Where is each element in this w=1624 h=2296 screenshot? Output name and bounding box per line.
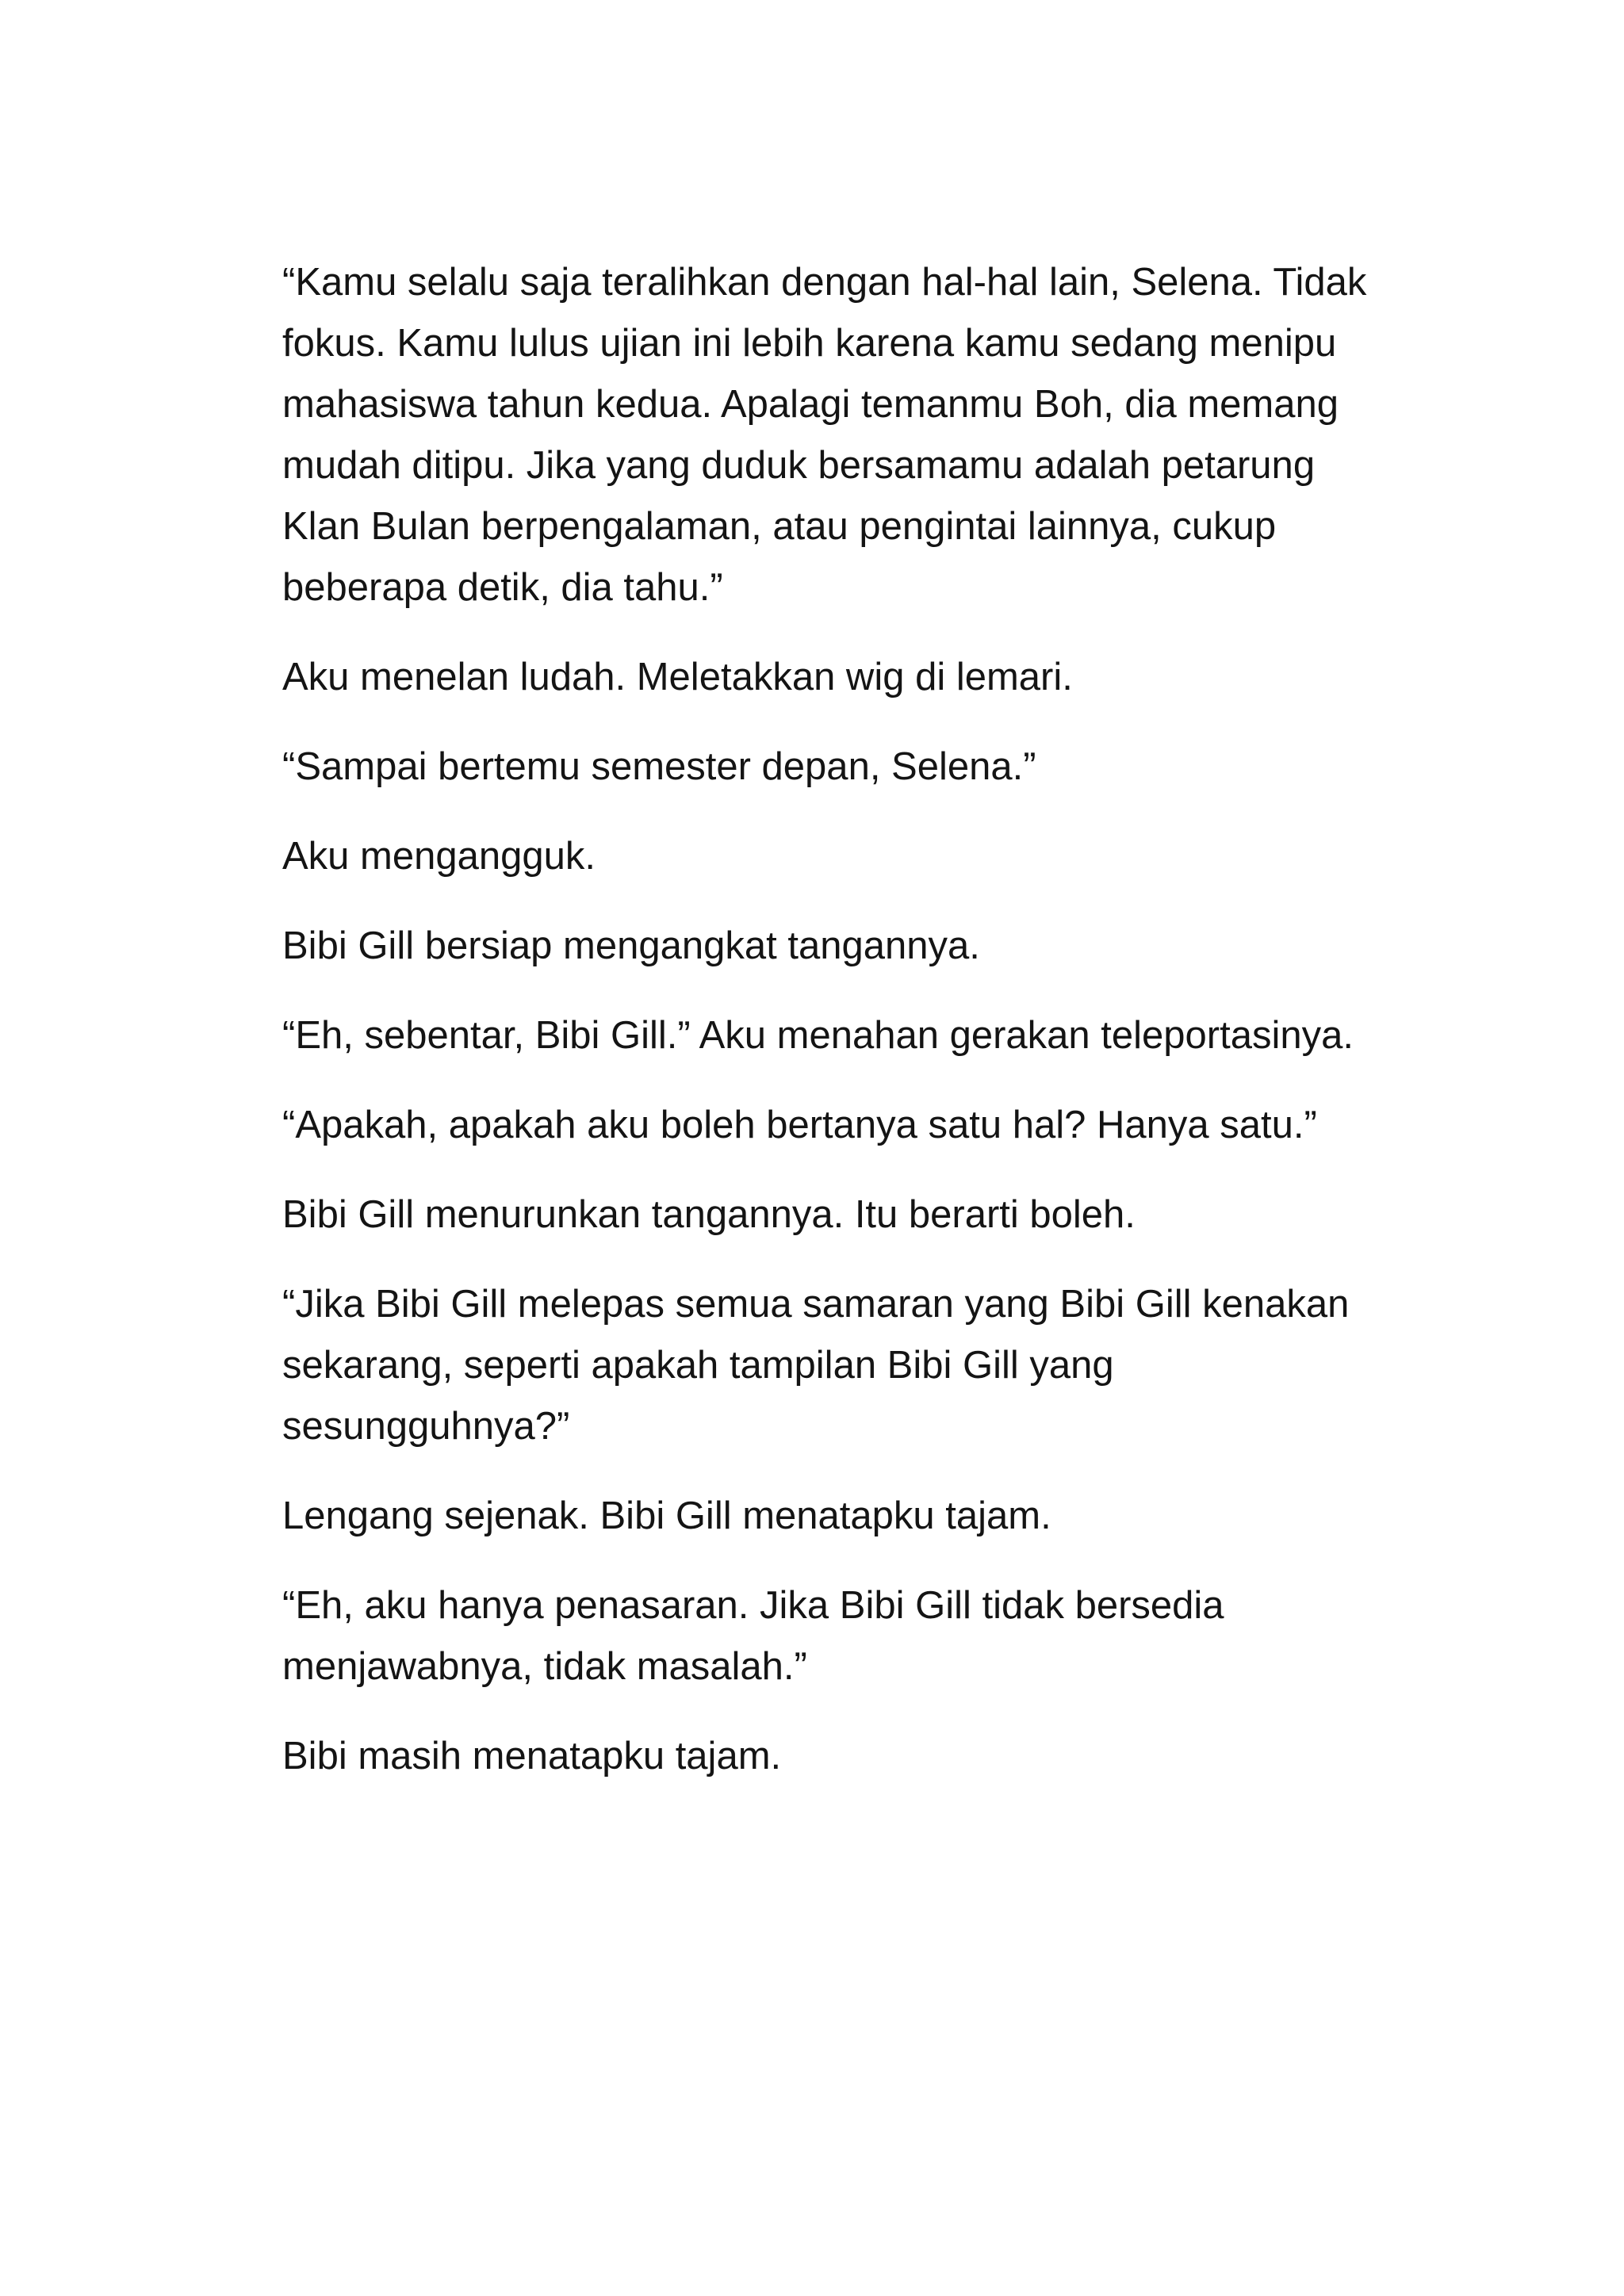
paragraph-8: Bibi Gill menurunkan tangannya. Itu berarti boleh.: [282, 1193, 1136, 1236]
paragraph-10: Lengang sejenak. Bibi Gill menatapku tajam.: [282, 1494, 1051, 1537]
paragraph-1: “Kamu selalu saja teralihkan dengan hal-hal lain, Selena. Tidak fokus. Kamu lulus ujian ini lebih karena kamu sedang menipu mahasiswa tahun kedua. Apalagi temanmu Boh, dia memang mudah ditipu. Jika yang duduk bersamamu adalah petarung Klan Bulan berpengalaman, atau pengintai lainnya, cukup beberapa detik, dia tahu.”: [282, 261, 1367, 609]
paragraph-7: “Apakah, apakah aku boleh bertanya satu hal? Hanya satu.”: [282, 1104, 1317, 1146]
paragraph-11: “Eh, aku hanya penasaran. Jika Bibi Gill tidak bersedia menjawabnya, tidak masalah.”: [282, 1584, 1224, 1688]
paragraph-9: “Jika Bibi Gill melepas semua samaran yang Bibi Gill kenakan sekarang, seperti apakah tampilan Bibi Gill yang sesungguhnya?”: [282, 1283, 1350, 1448]
paragraph-3: “Sampai bertemu semester depan, Selena.”: [282, 745, 1036, 788]
paragraph-6: “Eh, sebentar, Bibi Gill.” Aku menahan gerakan teleportasinya.: [282, 1014, 1354, 1057]
paragraph-2: Aku menelan ludah. Meletakkan wig di lemari.: [282, 656, 1073, 698]
paragraph-12: Bibi masih menatapku tajam.: [282, 1735, 782, 1777]
paragraph-4: Aku mengangguk.: [282, 835, 596, 878]
paragraph-5: Bibi Gill bersiap mengangkat tangannya.: [282, 924, 980, 967]
body-text: [282, 252, 1385, 1816]
